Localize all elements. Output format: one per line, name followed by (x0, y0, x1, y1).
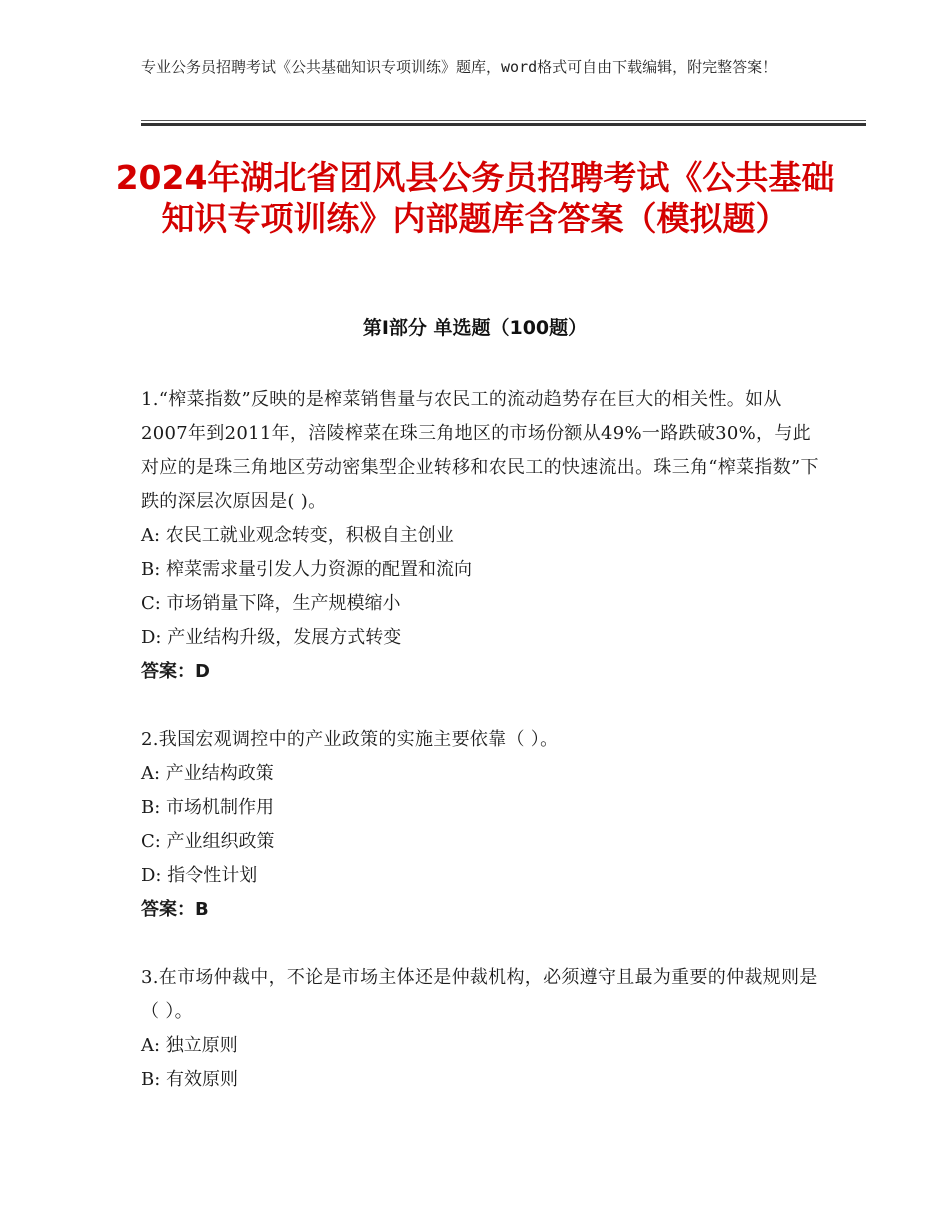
question-item (141, 961, 821, 1097)
header-rule-thin (141, 120, 866, 121)
question-option: B: 榨菜需求量引发人力资源的配置和流向 (141, 559, 473, 580)
section-heading: 第Ⅰ部分 单选题（100题） (362, 317, 588, 339)
question-stem: 1.“榨菜指数”反映的是榨菜销售量与农民工的流动趋势存在巨大的相关性。如从2007年到2011年，涪陵榨菜在珠三角地区的市场份额从49%一路跌破30%，与此对应的是珠三角地区劳动密集型企业转移和农民工的快速流出。珠三角“榨菜指数”下跌的深层次原因是( )。 (141, 389, 819, 512)
question-stem: 2.我国宏观调控中的产业政策的实施主要依靠（ ）。 (141, 729, 559, 750)
question-item (141, 723, 821, 927)
question-option: C: 市场销量下降，生产规模缩小 (141, 593, 401, 614)
question-option: D: 产业结构升级，发展方式转变 (141, 627, 402, 648)
question-answer: 答案：B (141, 899, 209, 920)
header-note: 专业公务员招聘考试《公共基础知识专项训练》题库，word格式可自由下载编辑，附完整答案！ (141, 58, 778, 76)
question-option: A: 独立原则 (141, 1035, 238, 1056)
question-list (141, 383, 821, 1131)
question-option: D: 指令性计划 (141, 865, 258, 886)
question-option: C: 产业组织政策 (141, 831, 275, 852)
question-option: B: 有效原则 (141, 1069, 239, 1090)
document-title: 2024年湖北省团风县公务员招聘考试《公共基础知识专项训练》内部题库含答案（模拟题） (115, 158, 835, 238)
header-rule-thick (141, 123, 866, 126)
question-item (141, 383, 821, 689)
question-answer: 答案：D (141, 661, 210, 682)
question-stem: 3.在市场仲裁中，不论是市场主体还是仲裁机构，必须遵守且最为重要的仲裁规则是（ ）。 (141, 967, 818, 1022)
question-option: A: 产业结构政策 (141, 763, 274, 784)
question-option: A: 农民工就业观念转变，积极自主创业 (141, 525, 454, 546)
question-option: B: 市场机制作用 (141, 797, 275, 818)
